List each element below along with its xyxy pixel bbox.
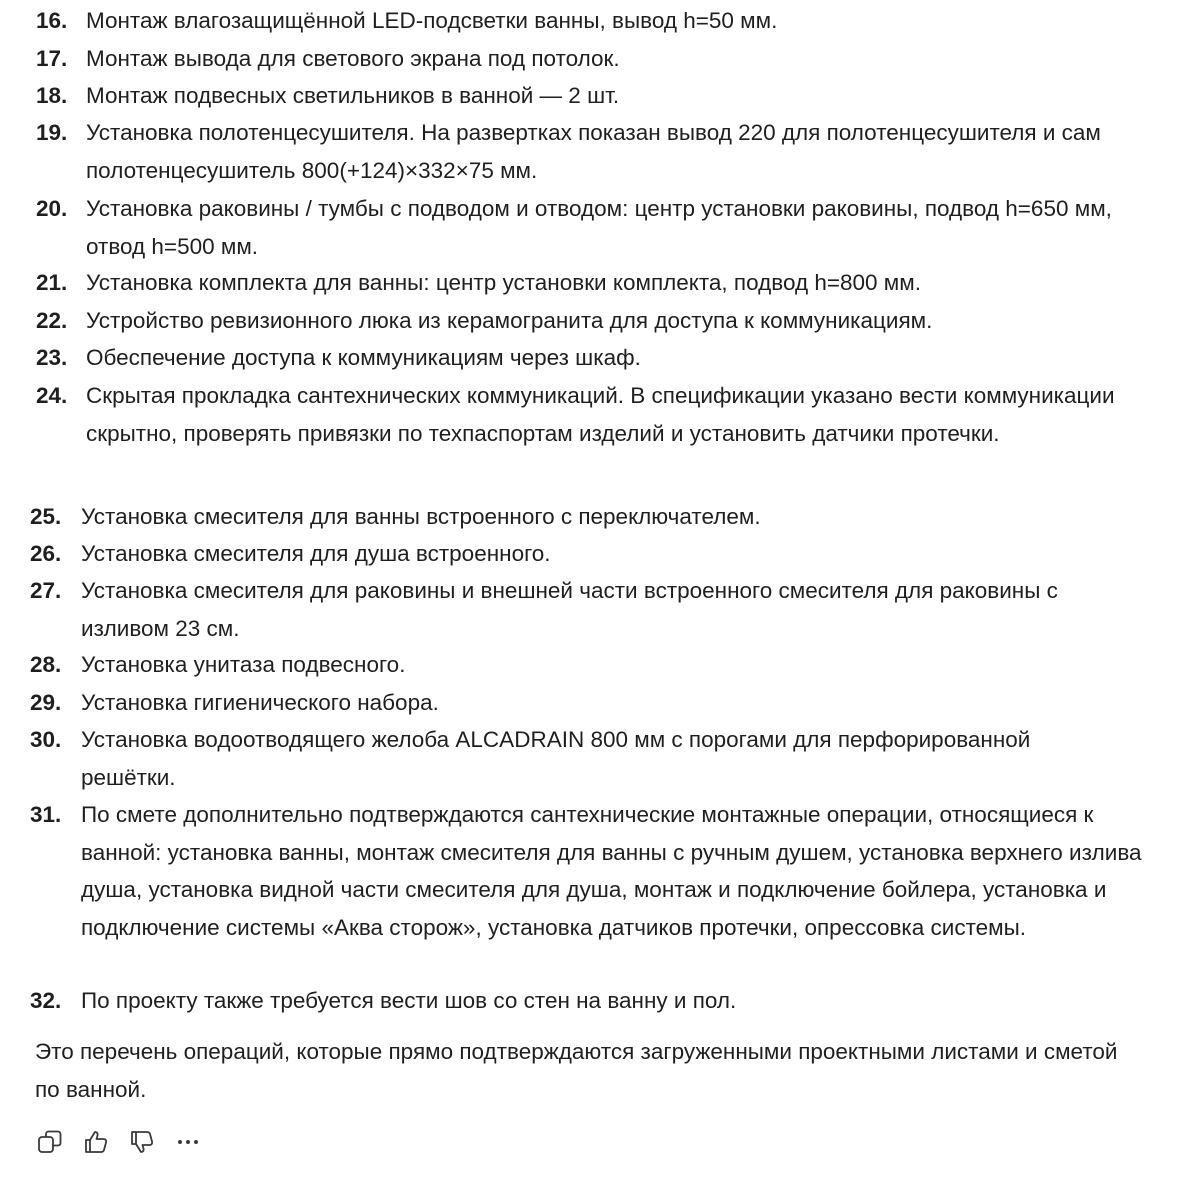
dislike-button[interactable]	[128, 1128, 156, 1156]
item-text: Скрытая прокладка сантехнических коммуникаций. В спецификации указано вести коммуникации скрытно, проверять привязки по техпаспортам изделий и установить датчики протечки.	[86, 383, 1115, 446]
list-item	[36, 40, 1156, 78]
thumbs-down-icon	[129, 1129, 155, 1155]
item-text: Монтаж влагозащищённой LED-подсветки ванны, вывод h=50 мм.	[86, 8, 778, 33]
item-number: 32.	[30, 988, 62, 1013]
item-number: 31.	[30, 802, 62, 827]
item-text: Установка гигиенического набора.	[81, 690, 439, 715]
item-text: Установка унитаза подвесного.	[81, 652, 406, 677]
item-number: 24.	[36, 383, 68, 408]
item-number: 17.	[36, 46, 68, 71]
item-number: 18.	[36, 83, 68, 108]
summary-text: Это перечень операций, которые прямо подтверждаются загруженными проектными листами и сметой по ванной.	[35, 1039, 1118, 1102]
item-text: Монтаж подвесных светильников в ванной — 2 шт.	[86, 83, 620, 108]
list-item	[36, 339, 1156, 377]
list-item	[30, 721, 1090, 796]
item-number: 16.	[36, 8, 68, 33]
item-number: 20.	[36, 196, 68, 221]
item-text: Установка смесителя для душа встроенного.	[81, 541, 551, 566]
item-text: По смете дополнительно подтверждаются сантехнические монтажные операции, относящиеся к ванной: установка ванны, монтаж смесителя для ванны с ручным душем, установка верхнего излива душа, установка видной части смесителя для душа, монтаж и подключение бойлера, установка и подключение системы «Аква сторож», установка датчиков протечки, опрессовка системы.	[81, 802, 1142, 940]
item-text: Устройство ревизионного люка из керамогранита для доступа к коммуникациям.	[86, 308, 933, 333]
message-actions	[36, 1128, 220, 1156]
item-text: Установка водоотводящего желоба ALCADRAIN 800 мм с порогами для перфорированной решётки.	[81, 727, 1031, 790]
list-item	[30, 796, 1155, 946]
item-number: 23.	[36, 345, 68, 370]
item-number: 29.	[30, 690, 62, 715]
list-item	[36, 377, 1126, 452]
list-item	[30, 646, 1150, 684]
item-text: Установка смесителя для ванны встроенного с переключателем.	[81, 504, 761, 529]
item-number: 25.	[30, 504, 62, 529]
list-item	[36, 302, 1156, 340]
list-item	[30, 684, 1150, 722]
item-number: 27.	[30, 578, 62, 603]
list-item	[30, 498, 1150, 536]
list-item	[30, 982, 1150, 1020]
item-text: Установка комплекта для ванны: центр установки комплекта, подвод h=800 мм.	[86, 270, 921, 295]
item-text: Обеспечение доступа к коммуникациям через шкаф.	[86, 345, 641, 370]
list-item	[36, 114, 1126, 189]
list-item	[36, 190, 1156, 265]
list-item	[36, 77, 1156, 115]
item-text: По проекту также требуется вести шов со стен на ванну и пол.	[81, 988, 737, 1013]
list-item	[30, 572, 1115, 647]
thumbs-up-icon	[83, 1129, 109, 1155]
copy-button[interactable]	[36, 1128, 64, 1156]
like-button[interactable]	[82, 1128, 110, 1156]
list-item	[36, 2, 1156, 40]
item-text: Установка полотенцесушителя. На развертках показан вывод 220 для полотенцесушителя и сам полотенцесушитель 800(+124)×332×75 мм.	[86, 120, 1101, 183]
item-number: 26.	[30, 541, 62, 566]
item-text: Установка раковины / тумбы с подводом и отводом: центр установки раковины, подвод h=650 мм, отвод h=500 мм.	[86, 196, 1112, 259]
item-number: 19.	[36, 120, 68, 145]
more-button[interactable]	[174, 1128, 202, 1156]
item-number: 22.	[36, 308, 68, 333]
item-number: 28.	[30, 652, 62, 677]
item-text: Монтаж вывода для светового экрана под потолок.	[86, 46, 620, 71]
item-number: 30.	[30, 727, 62, 752]
item-text: Установка смесителя для раковины и внешней части встроенного смесителя для раковины с изливом 23 см.	[81, 578, 1058, 641]
copy-icon	[37, 1129, 63, 1155]
list-item	[36, 264, 1156, 302]
list-item	[30, 535, 1150, 573]
item-number: 21.	[36, 270, 68, 295]
more-icon	[175, 1129, 201, 1155]
